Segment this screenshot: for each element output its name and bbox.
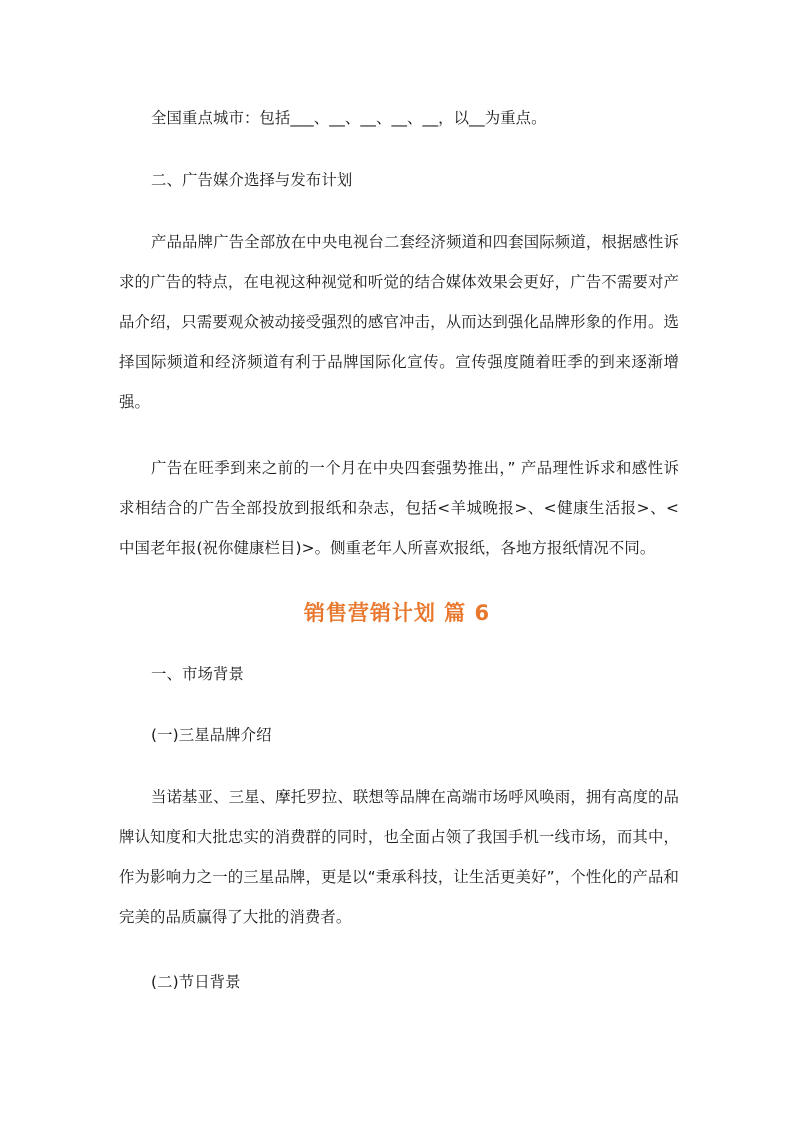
media-plan-subheading: 二、广告媒介选择与发布计划: [151, 171, 353, 189]
section-title: 销售营销计划 篇 6: [303, 601, 491, 625]
market-background-heading: 一、市场背景: [151, 665, 244, 683]
brand-intro-paragraph: 当诺基亚、三星、摩托罗拉、联想等品牌在高端市场呼风唤雨，拥有高度的品牌认知度和大批忠实的消费群的同时，也全面占领了我国手机一线市场，而其中，作为影响力之一的三星品牌，更是以“秉承科技，让生活更美好”，个性化的产品和完美的品质赢得了大批的消费者。: [119, 788, 679, 926]
print-advertising-paragraph: 广告在旺季到来之前的一个月在中央四套强势推出，” 产品理性诉求和感性诉求相结合的广告全部投放到报纸和杂志，包括<羊城晚报>、<健康生活报>、<中国老年报(祝你健康栏目)>。侧重老年人所喜欢报纸，各地方报纸情况不同。: [119, 459, 679, 557]
tv-advertising-paragraph: 产品品牌广告全部放在中央电视台二套经济频道和四套国际频道，根据感性诉求的广告的特点，在电视这种视觉和听觉的结合媒体效果会更好，广告不需要对产品介绍，只需要观众被动接受强烈的感官冲击，从而达到强化品牌形象的作用。选择国际频道和经济频道有利于品牌国际化宣传。宣传强度随着旺季的到来逐渐增强。: [119, 233, 679, 411]
holiday-background-heading: (二)节日背景: [151, 973, 241, 991]
key-cities-paragraph: 全国重点城市：包括___、__、__、__、__，以__为重点。: [151, 109, 547, 127]
brand-intro-heading: (一)三星品牌介绍: [151, 726, 272, 744]
